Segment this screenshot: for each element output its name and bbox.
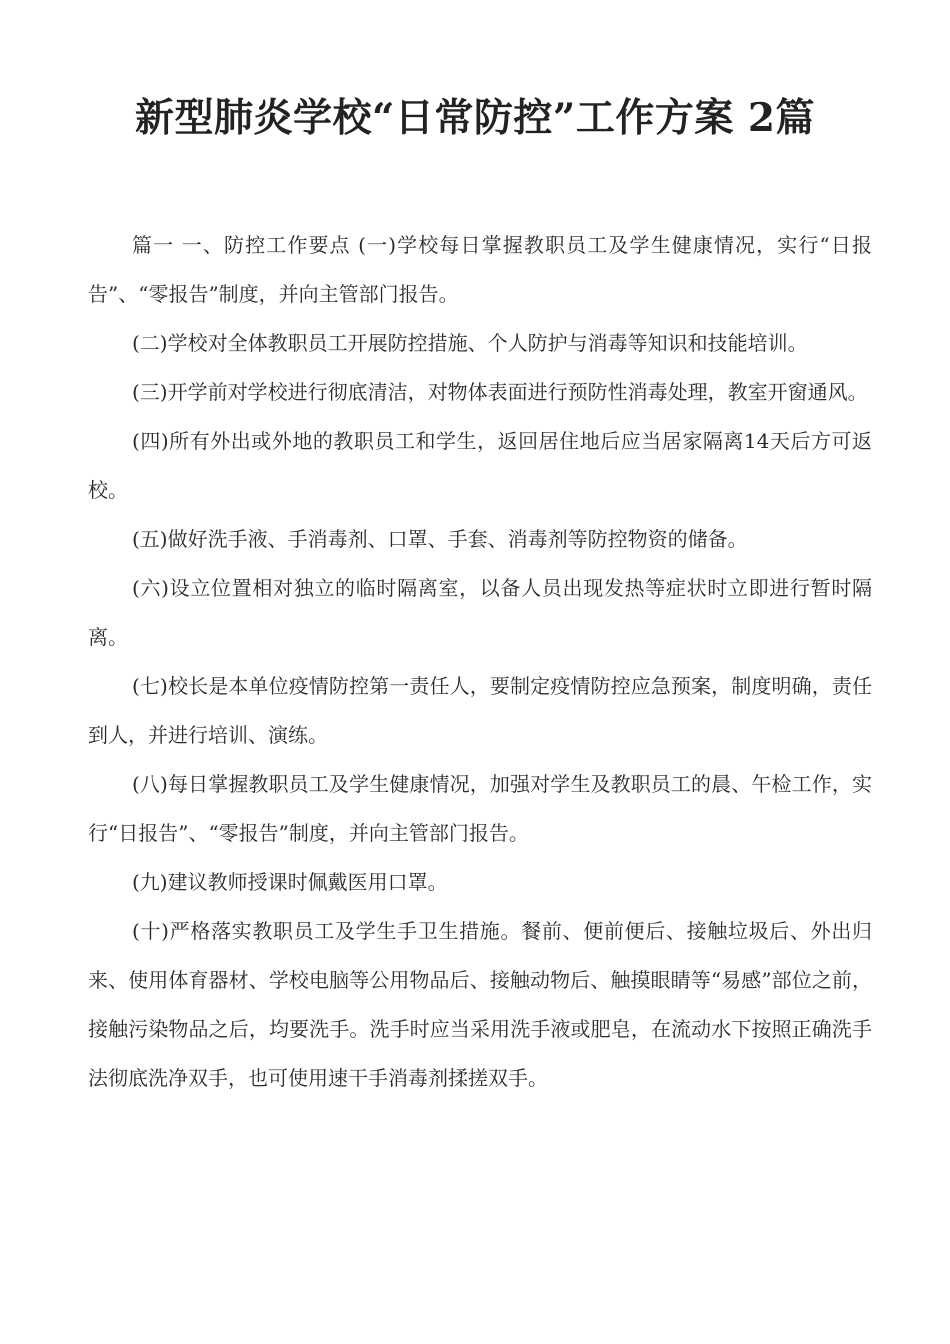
paragraph-2: (二)学校对全体教职员工开展防控措施、个人防护与消毒等知识和技能培训。 — [132, 331, 808, 355]
paragraph-8: (八)每日掌握教职员工及学生健康情况，加强对学生及教职员工的晨、午检工作，实行“日报告”、“零报告”制度，并向主管部门报告。 — [88, 772, 872, 845]
paragraph-1: 篇一 一、防控工作要点 (一)学校每日掌握教职员工及学生健康情况，实行“日报告”、“零报告”制度，并向主管部门报告。 — [88, 233, 872, 306]
paragraph-6: (六)设立位置相对独立的临时隔离室，以备人员出现发热等症状时立即进行暂时隔离。 — [88, 576, 872, 649]
paragraph-5: (五)做好洗手液、手消毒剂、口罩、手套、消毒剂等防控物资的储备。 — [132, 527, 748, 551]
document-title: 新型肺炎学校“日常防控”工作方案 2篇 — [134, 95, 816, 141]
paragraph-3: (三)开学前对学校进行彻底清洁，对物体表面进行预防性消毒处理，教室开窗通风。 — [132, 380, 868, 404]
paragraph-7: (七)校长是本单位疫情防控第一责任人，要制定疫情防控应急预案，制度明确，责任到人，并进行培训、演练。 — [88, 674, 872, 747]
paragraph-4: (四)所有外出或外地的教职员工和学生，返回居住地后应当居家隔离14天后方可返校。 — [88, 429, 872, 502]
document-body — [88, 221, 872, 1103]
paragraph-9: (九)建议教师授课时佩戴医用口罩。 — [132, 870, 448, 894]
paragraph-10: (十)严格落实教职员工及学生手卫生措施。餐前、便前便后、接触垃圾后、外出归来、使用体育器材、学校电脑等公用物品后、接触动物后、触摸眼睛等“易感”部位之前，接触污染物品之后，均要洗手。洗手时应当采用洗手液或肥皂，在流动水下按照正确洗手法彻底洗净双手，也可使用速干手消毒剂揉搓双手。 — [88, 919, 872, 1090]
